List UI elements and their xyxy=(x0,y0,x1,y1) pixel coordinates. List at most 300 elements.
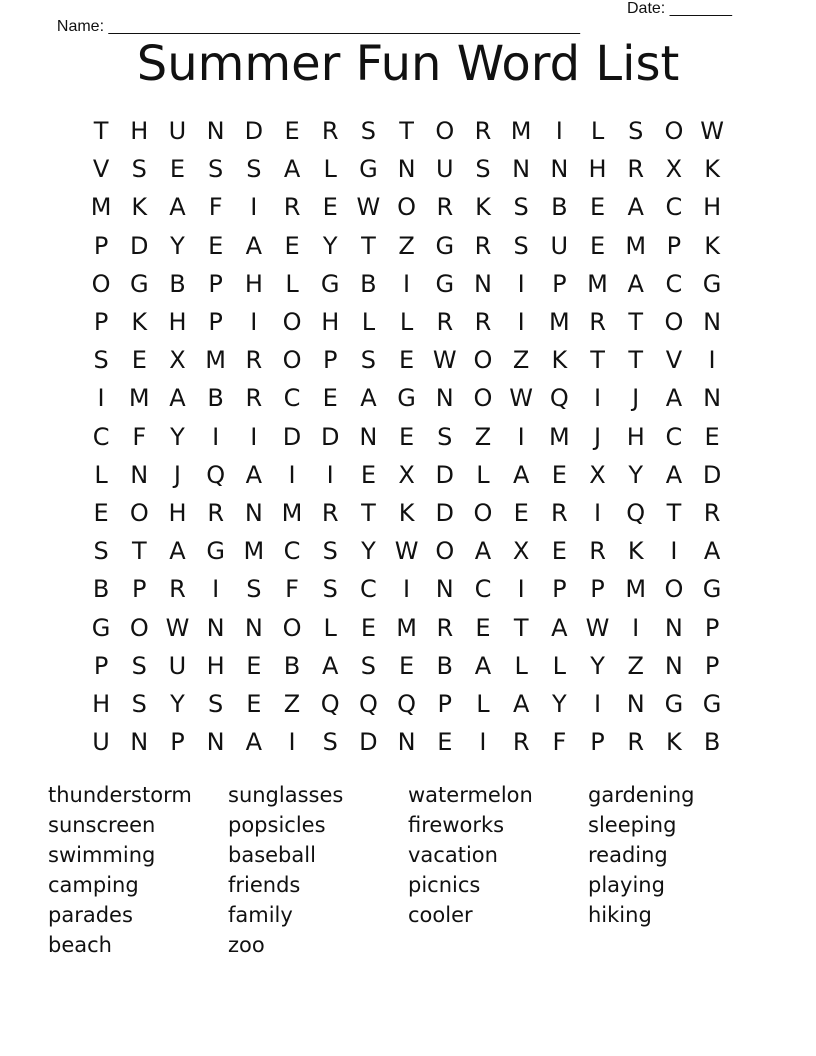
grid-cell[interactable]: N xyxy=(206,117,225,146)
grid-cell[interactable]: I xyxy=(403,575,411,604)
grid-cell[interactable]: Z xyxy=(283,689,301,718)
grid-cell[interactable]: L xyxy=(285,269,299,298)
grid-cell[interactable]: G xyxy=(702,689,722,718)
grid-cell[interactable]: E xyxy=(704,422,720,451)
grid-cell[interactable]: L xyxy=(399,308,414,337)
grid-cell[interactable]: O xyxy=(282,613,302,642)
grid-cell[interactable]: U xyxy=(168,651,187,680)
grid-cell[interactable]: S xyxy=(360,117,377,146)
grid-cell[interactable]: N xyxy=(664,651,683,680)
grid-cell[interactable]: E xyxy=(551,460,567,489)
grid-cell[interactable]: N xyxy=(473,269,492,298)
grid-cell[interactable]: X xyxy=(398,460,415,489)
grid-cell[interactable]: K xyxy=(666,728,682,757)
grid-cell[interactable]: E xyxy=(360,613,376,642)
grid-cell[interactable]: K xyxy=(704,155,720,184)
grid-cell[interactable]: S xyxy=(437,422,453,451)
grid-cell[interactable]: N xyxy=(359,422,378,451)
grid-cell[interactable]: H xyxy=(588,155,607,184)
grid-cell[interactable]: R xyxy=(474,231,492,260)
grid-cell[interactable]: D xyxy=(702,460,722,489)
grid-cell[interactable]: Q xyxy=(549,384,569,413)
grid-cell[interactable]: F xyxy=(552,728,567,757)
grid-cell[interactable]: M xyxy=(243,537,265,566)
grid-cell[interactable]: K xyxy=(627,537,644,566)
grid-cell[interactable]: B xyxy=(169,269,186,298)
grid-cell[interactable]: T xyxy=(628,308,644,337)
grid-cell[interactable]: O xyxy=(435,537,455,566)
grid-cell[interactable]: A xyxy=(512,460,530,489)
grid-cell[interactable]: N xyxy=(397,155,416,184)
grid-cell[interactable]: B xyxy=(207,384,224,413)
grid-cell[interactable]: N xyxy=(664,613,683,642)
grid-cell[interactable]: B xyxy=(551,193,568,222)
grid-cell[interactable]: E xyxy=(437,728,453,757)
grid-cell[interactable]: Q xyxy=(320,689,340,718)
grid-cell[interactable]: R xyxy=(474,117,492,146)
grid-cell[interactable]: M xyxy=(625,575,647,604)
grid-cell[interactable]: T xyxy=(399,117,414,146)
grid-cell[interactable]: E xyxy=(131,346,147,375)
grid-cell[interactable]: I xyxy=(517,269,525,298)
grid-cell[interactable]: N xyxy=(244,498,263,527)
grid-cell[interactable]: Y xyxy=(322,231,338,260)
grid-cell[interactable]: D xyxy=(130,231,149,260)
grid-cell[interactable]: L xyxy=(476,460,490,489)
grid-cell[interactable]: F xyxy=(132,422,147,451)
grid-cell[interactable]: L xyxy=(552,651,567,680)
grid-cell[interactable]: I xyxy=(593,384,602,413)
grid-cell[interactable]: M xyxy=(281,498,303,527)
grid-cell[interactable]: M xyxy=(205,346,227,375)
grid-cell[interactable]: I xyxy=(250,193,258,222)
grid-cell[interactable]: Z xyxy=(398,231,415,260)
grid-cell[interactable]: R xyxy=(321,117,339,146)
grid-cell[interactable]: L xyxy=(476,689,490,718)
grid-cell[interactable]: H xyxy=(168,498,187,527)
grid-cell[interactable]: E xyxy=(399,422,415,451)
grid-cell[interactable]: P xyxy=(93,231,109,260)
grid-cell[interactable]: R xyxy=(169,575,186,604)
grid-cell[interactable]: R xyxy=(245,346,263,375)
grid-cell[interactable]: S xyxy=(513,193,529,222)
grid-cell[interactable]: T xyxy=(361,498,376,527)
grid-cell[interactable]: I xyxy=(632,613,640,642)
grid-cell[interactable]: D xyxy=(244,117,264,146)
grid-cell[interactable]: X xyxy=(169,346,186,375)
grid-cell[interactable]: E xyxy=(589,193,606,222)
grid-cell[interactable]: C xyxy=(665,422,683,451)
grid-cell[interactable]: O xyxy=(473,498,493,527)
grid-cell[interactable]: I xyxy=(97,384,105,413)
grid-row xyxy=(82,112,732,150)
grid-cell[interactable]: D xyxy=(359,728,378,757)
grid-cell[interactable]: M xyxy=(128,384,150,413)
grid-cell[interactable]: R xyxy=(321,498,339,527)
grid-cell[interactable]: E xyxy=(589,231,606,260)
grid-cell[interactable]: I xyxy=(212,422,220,451)
grid-cell[interactable]: Z xyxy=(474,422,492,451)
grid-cell[interactable]: I xyxy=(288,460,296,489)
grid-cell[interactable]: G xyxy=(206,537,225,566)
grid-cell[interactable]: E xyxy=(322,193,338,222)
grid-cell[interactable]: E xyxy=(399,651,415,680)
grid-cell[interactable]: S xyxy=(322,728,338,757)
grid-cell[interactable]: O xyxy=(91,269,111,298)
grid-cell[interactable]: A xyxy=(169,537,186,566)
grid-cell[interactable]: N xyxy=(397,728,416,757)
grid-cell[interactable]: S xyxy=(93,537,109,566)
grid-cell[interactable]: S xyxy=(208,689,224,718)
grid-cell[interactable]: N xyxy=(435,575,454,604)
grid-cell[interactable]: P xyxy=(590,728,605,757)
grid-cell[interactable]: H xyxy=(244,269,263,298)
grid-cell[interactable]: H xyxy=(321,308,340,337)
grid-cell[interactable]: G xyxy=(320,269,340,298)
word-item: gardening xyxy=(588,783,695,807)
grid-cell[interactable]: J xyxy=(632,384,640,413)
grid-cell[interactable]: E xyxy=(551,537,567,566)
grid-cell[interactable]: E xyxy=(475,613,491,642)
grid-cell[interactable]: G xyxy=(435,231,455,260)
grid-cell[interactable]: A xyxy=(360,384,377,413)
grid-cell[interactable]: A xyxy=(322,651,339,680)
grid-cell[interactable]: M xyxy=(396,613,417,642)
grid-cell[interactable]: B xyxy=(360,269,377,298)
grid-cell[interactable]: H xyxy=(626,422,645,451)
grid-cell[interactable]: J xyxy=(593,422,602,451)
grid-cell[interactable]: G xyxy=(435,269,455,298)
grid-cell[interactable]: R xyxy=(436,193,454,222)
grid-cell[interactable]: T xyxy=(628,346,644,375)
grid-cell[interactable]: D xyxy=(282,422,302,451)
grid-cell[interactable]: U xyxy=(168,117,187,146)
grid-cell[interactable]: E xyxy=(284,117,300,146)
grid-cell[interactable]: C xyxy=(360,575,377,604)
grid-cell[interactable]: G xyxy=(129,269,149,298)
grid-cell[interactable]: I xyxy=(708,346,716,375)
grid-cell[interactable]: I xyxy=(250,422,258,451)
grid-row xyxy=(82,608,732,646)
grid-cell[interactable]: S xyxy=(360,651,377,680)
grid-cell[interactable]: N xyxy=(435,384,454,413)
grid-cell[interactable]: E xyxy=(208,231,224,260)
grid-cell[interactable]: Q xyxy=(358,689,378,718)
grid-cell[interactable]: S xyxy=(513,231,529,260)
grid-cell[interactable]: O xyxy=(129,498,149,527)
grid-cell[interactable]: S xyxy=(246,155,262,184)
grid-cell[interactable]: Y xyxy=(552,689,567,718)
grid-cell[interactable]: I xyxy=(593,498,602,527)
grid-cell[interactable]: R xyxy=(627,728,645,757)
grid-cell[interactable]: K xyxy=(551,346,568,375)
grid-cell[interactable]: B xyxy=(283,651,301,680)
grid-cell[interactable]: S xyxy=(131,689,147,718)
grid-row xyxy=(82,685,732,723)
grid-cell[interactable]: I xyxy=(517,575,525,604)
grid-cell[interactable]: F xyxy=(285,575,299,604)
grid-cell[interactable]: I xyxy=(479,728,487,757)
grid-cell[interactable]: A xyxy=(245,728,263,757)
grid-cell[interactable]: W xyxy=(432,346,457,375)
grid-cell[interactable]: I xyxy=(517,422,525,451)
grid-cell[interactable]: L xyxy=(323,613,337,642)
grid-cell[interactable]: M xyxy=(90,193,112,222)
grid-cell[interactable]: R xyxy=(245,384,263,413)
grid-cell[interactable]: S xyxy=(360,346,377,375)
grid-cell[interactable]: N xyxy=(626,689,645,718)
grid-cell[interactable]: G xyxy=(359,155,378,184)
grid-cell[interactable]: G xyxy=(702,575,722,604)
grid-cell[interactable]: P xyxy=(322,346,338,375)
grid-cell[interactable]: A xyxy=(283,155,301,184)
grid-cell[interactable]: R xyxy=(589,537,606,566)
word-search-grid xyxy=(82,112,732,762)
grid-cell[interactable]: N xyxy=(130,728,149,757)
grid-cell[interactable]: K xyxy=(704,231,720,260)
grid-cell[interactable]: A xyxy=(169,193,186,222)
grid-cell[interactable]: O xyxy=(664,575,684,604)
grid-cell[interactable]: O xyxy=(473,384,493,413)
worksheet-header xyxy=(48,0,748,35)
grid-cell[interactable]: Q xyxy=(206,460,226,489)
grid-cell[interactable]: S xyxy=(628,117,644,146)
grid-cell[interactable]: N xyxy=(206,728,225,757)
grid-cell[interactable]: A xyxy=(627,269,644,298)
grid-cell[interactable]: J xyxy=(173,460,181,489)
grid-cell[interactable]: I xyxy=(326,460,334,489)
grid-cell[interactable]: C xyxy=(283,384,301,413)
grid-cell[interactable]: V xyxy=(92,155,110,184)
grid-cell[interactable]: H xyxy=(206,651,225,680)
grid-cell[interactable]: B xyxy=(703,728,721,757)
grid-cell[interactable]: B xyxy=(92,575,110,604)
grid-cell[interactable]: L xyxy=(514,651,528,680)
grid-cell[interactable]: A xyxy=(512,689,530,718)
grid-cell[interactable]: M xyxy=(548,422,570,451)
grid-cell[interactable]: V xyxy=(665,346,683,375)
grid-cell[interactable]: P xyxy=(208,269,223,298)
grid-cell[interactable]: K xyxy=(398,498,415,527)
grid-cell[interactable]: C xyxy=(283,537,301,566)
grid-cell[interactable]: L xyxy=(323,155,337,184)
grid-cell[interactable]: M xyxy=(548,308,570,337)
word-item: picnics xyxy=(408,873,481,897)
grid-cell[interactable]: S xyxy=(131,651,147,680)
grid-cell[interactable]: X xyxy=(665,155,683,184)
grid-cell[interactable]: P xyxy=(666,231,682,260)
grid-cell[interactable]: Z xyxy=(627,651,644,680)
grid-cell[interactable]: X xyxy=(512,537,530,566)
grid-cell[interactable]: P xyxy=(93,651,109,680)
grid-cell[interactable]: Y xyxy=(170,689,185,718)
grid-cell[interactable]: E xyxy=(513,498,529,527)
grid-cell[interactable]: Y xyxy=(170,422,185,451)
grid-cell[interactable]: N xyxy=(512,155,531,184)
grid-cell[interactable]: R xyxy=(512,728,530,757)
grid-cell[interactable]: A xyxy=(474,537,492,566)
grid-cell[interactable]: I xyxy=(555,117,563,146)
grid-cell[interactable]: A xyxy=(627,193,644,222)
grid-cell[interactable]: E xyxy=(399,346,415,375)
grid-cell[interactable]: T xyxy=(131,537,147,566)
grid-row xyxy=(82,265,732,303)
grid-cell[interactable]: P xyxy=(93,308,109,337)
grid-cell[interactable]: D xyxy=(435,498,455,527)
grid-cell[interactable]: Y xyxy=(361,537,376,566)
grid-cell[interactable]: T xyxy=(590,346,605,375)
grid-cell[interactable]: O xyxy=(397,193,417,222)
grid-cell[interactable]: L xyxy=(361,308,376,337)
grid-cell[interactable]: Y xyxy=(628,460,644,489)
word-item: baseball xyxy=(228,843,316,867)
grid-row xyxy=(82,303,732,341)
grid-cell[interactable]: C xyxy=(665,193,683,222)
grid-cell[interactable]: G xyxy=(664,689,684,718)
grid-cell[interactable]: O xyxy=(473,346,493,375)
grid-cell[interactable]: R xyxy=(589,308,606,337)
grid-cell[interactable]: M xyxy=(587,269,608,298)
grid-cell[interactable]: N xyxy=(703,308,722,337)
grid-cell[interactable]: A xyxy=(665,460,683,489)
grid-cell[interactable]: S xyxy=(475,155,491,184)
grid-cell[interactable]: W xyxy=(394,537,419,566)
grid-cell[interactable]: N xyxy=(206,613,225,642)
grid-cell[interactable]: D xyxy=(435,460,455,489)
grid-cell[interactable]: W xyxy=(585,613,610,642)
grid-cell[interactable]: R xyxy=(207,498,224,527)
grid-cell[interactable]: S xyxy=(131,155,147,184)
grid-cell[interactable]: E xyxy=(360,460,376,489)
grid-cell[interactable]: P xyxy=(590,575,605,604)
grid-cell[interactable]: O xyxy=(664,308,684,337)
grid-cell[interactable]: A xyxy=(665,384,683,413)
grid-cell[interactable]: W xyxy=(509,384,534,413)
grid-cell[interactable]: E xyxy=(284,231,300,260)
grid-cell[interactable]: I xyxy=(250,308,258,337)
grid-cell[interactable]: U xyxy=(435,155,454,184)
grid-cell[interactable]: N xyxy=(550,155,569,184)
grid-cell[interactable]: O xyxy=(664,117,684,146)
grid-cell[interactable]: I xyxy=(212,575,220,604)
grid-cell[interactable]: R xyxy=(551,498,568,527)
grid-cell[interactable]: B xyxy=(436,651,454,680)
grid-cell[interactable]: Z xyxy=(512,346,530,375)
grid-cell[interactable]: L xyxy=(94,460,108,489)
grid-cell[interactable]: A xyxy=(169,384,186,413)
grid-cell[interactable]: R xyxy=(703,498,721,527)
grid-cell[interactable]: N xyxy=(244,613,263,642)
grid-cell[interactable]: T xyxy=(513,613,529,642)
grid-cell[interactable]: P xyxy=(208,308,223,337)
grid-cell[interactable]: A xyxy=(474,651,492,680)
grid-cell[interactable]: R xyxy=(283,193,301,222)
grid-cell[interactable]: U xyxy=(92,728,110,757)
grid-cell[interactable]: R xyxy=(436,613,454,642)
grid-cell[interactable]: T xyxy=(93,117,109,146)
grid-cell[interactable]: H xyxy=(703,193,722,222)
grid-cell[interactable]: O xyxy=(282,346,302,375)
grid-cell[interactable]: W xyxy=(165,613,190,642)
grid-cell[interactable]: C xyxy=(474,575,492,604)
grid-cell[interactable]: A xyxy=(551,613,568,642)
grid-cell[interactable]: I xyxy=(288,728,296,757)
grid-cell[interactable]: Y xyxy=(590,651,605,680)
grid-cell[interactable]: E xyxy=(93,498,109,527)
grid-cell[interactable]: A xyxy=(245,460,263,489)
grid-cell[interactable]: P xyxy=(132,575,147,604)
grid-cell[interactable]: I xyxy=(593,689,602,718)
grid-cell[interactable]: C xyxy=(92,422,110,451)
grid-cell[interactable]: Q xyxy=(626,498,646,527)
grid-cell[interactable]: S xyxy=(322,575,338,604)
word-column xyxy=(588,780,758,930)
grid-cell[interactable]: K xyxy=(131,193,148,222)
grid-cell[interactable]: K xyxy=(475,193,491,222)
grid-cell[interactable]: P xyxy=(437,689,453,718)
grid-cell[interactable]: S xyxy=(208,155,224,184)
grid-cell[interactable]: O xyxy=(129,613,149,642)
grid-cell[interactable]: Y xyxy=(170,231,185,260)
grid-cell[interactable]: O xyxy=(435,117,455,146)
grid-cell[interactable]: I xyxy=(517,308,525,337)
grid-cell[interactable]: H xyxy=(130,117,149,146)
grid-cell[interactable]: P xyxy=(552,269,567,298)
grid-cell[interactable]: R xyxy=(436,308,454,337)
grid-cell[interactable]: K xyxy=(131,308,148,337)
grid-cell[interactable]: F xyxy=(208,193,223,222)
grid-cell[interactable]: A xyxy=(245,231,263,260)
grid-cell[interactable]: P xyxy=(704,613,720,642)
grid-cell[interactable]: E xyxy=(246,651,262,680)
grid-cell[interactable]: T xyxy=(361,231,376,260)
grid-cell[interactable]: I xyxy=(403,269,411,298)
grid-cell[interactable]: W xyxy=(700,117,724,146)
grid-cell[interactable]: X xyxy=(589,460,606,489)
grid-cell[interactable]: G xyxy=(702,269,722,298)
grid-cell[interactable]: R xyxy=(627,155,645,184)
grid-cell[interactable]: G xyxy=(91,613,111,642)
grid-cell[interactable]: P xyxy=(704,651,720,680)
grid-cell[interactable]: U xyxy=(550,231,569,260)
grid-cell[interactable]: S xyxy=(246,575,262,604)
grid-cell[interactable]: C xyxy=(665,269,683,298)
grid-cell[interactable]: S xyxy=(322,537,338,566)
grid-cell[interactable]: M xyxy=(510,117,532,146)
grid-cell[interactable]: S xyxy=(93,346,109,375)
grid-cell[interactable]: P xyxy=(170,728,185,757)
grid-cell[interactable]: I xyxy=(670,537,678,566)
grid-cell[interactable]: E xyxy=(169,155,186,184)
grid-cell[interactable]: N xyxy=(703,384,722,413)
grid-cell[interactable]: P xyxy=(552,575,567,604)
grid-cell[interactable]: N xyxy=(130,460,149,489)
grid-cell[interactable]: D xyxy=(320,422,340,451)
grid-cell[interactable]: W xyxy=(356,193,381,222)
grid-cell[interactable]: O xyxy=(282,308,302,337)
grid-cell[interactable]: G xyxy=(397,384,416,413)
grid-cell[interactable]: M xyxy=(625,231,647,260)
grid-cell[interactable]: E xyxy=(246,689,262,718)
grid-cell[interactable]: E xyxy=(322,384,338,413)
grid-cell[interactable]: R xyxy=(474,308,492,337)
grid-cell[interactable]: H xyxy=(168,308,187,337)
grid-cell[interactable]: L xyxy=(590,117,605,146)
grid-cell[interactable]: T xyxy=(666,498,682,527)
grid-cell[interactable]: H xyxy=(92,689,111,718)
grid-cell[interactable]: Q xyxy=(397,689,417,718)
grid-cell[interactable]: A xyxy=(703,537,721,566)
